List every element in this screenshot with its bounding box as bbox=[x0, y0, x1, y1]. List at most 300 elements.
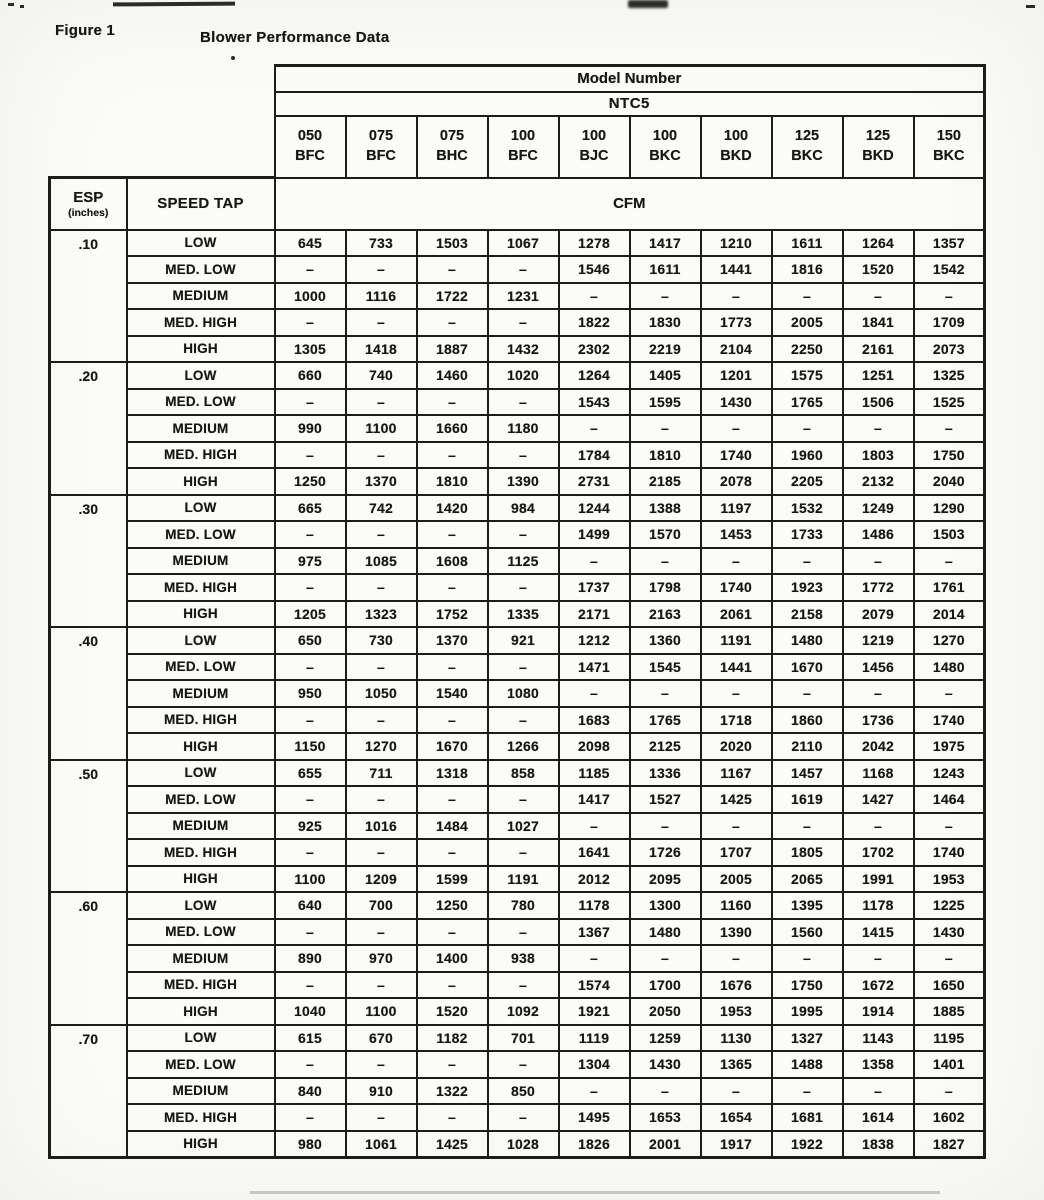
cfm-value: 2005 bbox=[772, 309, 843, 336]
cfm-value: 1335 bbox=[488, 601, 559, 628]
cfm-value: 1722 bbox=[417, 283, 488, 310]
cfm-value: 858 bbox=[488, 760, 559, 787]
cfm-value: 2095 bbox=[630, 866, 701, 893]
cfm-value-empty: – bbox=[914, 945, 985, 972]
speed-tap-label: MED. LOW bbox=[127, 1051, 275, 1078]
cfm-value: 984 bbox=[488, 495, 559, 522]
cfm-value: 2104 bbox=[701, 336, 772, 363]
speed-tap-label: HIGH bbox=[127, 336, 275, 363]
cfm-value-empty: – bbox=[417, 1104, 488, 1131]
cfm-value-empty: – bbox=[346, 707, 417, 734]
cfm-value: 2061 bbox=[701, 601, 772, 628]
cfm-value-empty: – bbox=[630, 1078, 701, 1105]
cfm-value: 1441 bbox=[701, 256, 772, 283]
cfm-value: 1327 bbox=[772, 1025, 843, 1052]
cfm-value-empty: – bbox=[346, 1051, 417, 1078]
cfm-value: 1270 bbox=[346, 733, 417, 760]
cfm-value: 1325 bbox=[914, 362, 985, 389]
cfm-value: 2020 bbox=[701, 733, 772, 760]
cfm-value-empty: – bbox=[488, 574, 559, 601]
cfm-value-empty: – bbox=[701, 945, 772, 972]
cfm-value: 1480 bbox=[630, 919, 701, 946]
cfm-value: 1244 bbox=[559, 495, 630, 522]
cfm-value: 1765 bbox=[772, 389, 843, 416]
cfm-value: 938 bbox=[488, 945, 559, 972]
cfm-value: 1653 bbox=[630, 1104, 701, 1131]
cfm-value-empty: – bbox=[488, 309, 559, 336]
cfm-value-empty: – bbox=[559, 548, 630, 575]
cfm-value-empty: – bbox=[488, 1051, 559, 1078]
cfm-value: 1805 bbox=[772, 839, 843, 866]
cfm-value: 1290 bbox=[914, 495, 985, 522]
cfm-value: 1425 bbox=[417, 1131, 488, 1158]
cfm-value: 665 bbox=[275, 495, 346, 522]
cfm-value: 1143 bbox=[843, 1025, 914, 1052]
cfm-value: 1209 bbox=[346, 866, 417, 893]
cfm-value-empty: – bbox=[275, 574, 346, 601]
cfm-value: 2040 bbox=[914, 468, 985, 495]
row-esp10-low bbox=[50, 230, 985, 257]
cfm-value: 1185 bbox=[559, 760, 630, 787]
cfm-value: 1178 bbox=[559, 892, 630, 919]
cfm-value-empty: – bbox=[772, 945, 843, 972]
cfm-value: 1736 bbox=[843, 707, 914, 734]
cfm-value: 1914 bbox=[843, 998, 914, 1025]
cfm-value-empty: – bbox=[346, 574, 417, 601]
speed-tap-label: MED. HIGH bbox=[127, 839, 275, 866]
cfm-value: 1264 bbox=[559, 362, 630, 389]
row-esp20-low bbox=[50, 362, 985, 389]
cfm-value: 1798 bbox=[630, 574, 701, 601]
cfm-value: 1420 bbox=[417, 495, 488, 522]
cfm-value: 1650 bbox=[914, 972, 985, 999]
model-number-row bbox=[50, 66, 985, 92]
cfm-value: 1532 bbox=[772, 495, 843, 522]
esp-header bbox=[50, 178, 127, 230]
figure-label: Figure 1 bbox=[55, 22, 115, 39]
row-esp70-low bbox=[50, 1025, 985, 1052]
cfm-value-empty: – bbox=[275, 389, 346, 416]
cfm-value-empty: – bbox=[772, 1078, 843, 1105]
speed-tap-label: MEDIUM bbox=[127, 813, 275, 840]
cfm-value: 2731 bbox=[559, 468, 630, 495]
speed-tap-label: MEDIUM bbox=[127, 283, 275, 310]
cfm-value: 1480 bbox=[914, 654, 985, 681]
model-number-header: Model Number bbox=[275, 66, 985, 92]
cfm-value: 1599 bbox=[417, 866, 488, 893]
cfm-value: 1460 bbox=[417, 362, 488, 389]
cfm-value-empty: – bbox=[275, 442, 346, 469]
cfm-value-empty: – bbox=[346, 839, 417, 866]
cfm-value-empty: – bbox=[843, 415, 914, 442]
row-esp40-high bbox=[50, 733, 985, 760]
row-esp50-low bbox=[50, 760, 985, 787]
cfm-value: 1160 bbox=[701, 892, 772, 919]
speed-tap-label: MED. HIGH bbox=[127, 707, 275, 734]
row-esp10-med-high bbox=[50, 309, 985, 336]
cfm-value: 1641 bbox=[559, 839, 630, 866]
cfm-value: 1841 bbox=[843, 309, 914, 336]
cfm-value-empty: – bbox=[417, 786, 488, 813]
cfm-value-empty: – bbox=[701, 415, 772, 442]
scan-artifact bbox=[113, 2, 235, 7]
cfm-value: 1304 bbox=[559, 1051, 630, 1078]
speed-tap-label: MED. LOW bbox=[127, 521, 275, 548]
cfm-value-empty: – bbox=[417, 442, 488, 469]
cfm-value: 2125 bbox=[630, 733, 701, 760]
cfm-value-empty: – bbox=[559, 283, 630, 310]
esp-value: .30 bbox=[50, 495, 127, 628]
cfm-value-empty: – bbox=[417, 919, 488, 946]
row-esp40-medium bbox=[50, 680, 985, 707]
cfm-value: 1595 bbox=[630, 389, 701, 416]
speed-tap-label: LOW bbox=[127, 1025, 275, 1052]
cfm-value: 1201 bbox=[701, 362, 772, 389]
speed-tap-label: MED. HIGH bbox=[127, 972, 275, 999]
cfm-value-empty: – bbox=[559, 813, 630, 840]
cfm-value: 1085 bbox=[346, 548, 417, 575]
cfm-value: 1180 bbox=[488, 415, 559, 442]
cfm-value-empty: – bbox=[914, 680, 985, 707]
cfm-value: 1358 bbox=[843, 1051, 914, 1078]
cfm-value: 1471 bbox=[559, 654, 630, 681]
cfm-value: 2132 bbox=[843, 468, 914, 495]
cfm-value-empty: – bbox=[488, 786, 559, 813]
cfm-value-empty: – bbox=[488, 256, 559, 283]
cfm-value: 1357 bbox=[914, 230, 985, 257]
cfm-value-empty: – bbox=[417, 839, 488, 866]
speed-tap-label: MED. HIGH bbox=[127, 574, 275, 601]
speed-tap-label: HIGH bbox=[127, 601, 275, 628]
cfm-value: 2171 bbox=[559, 601, 630, 628]
cfm-value: 1249 bbox=[843, 495, 914, 522]
cfm-value-empty: – bbox=[275, 786, 346, 813]
column-header-row bbox=[50, 178, 985, 230]
cfm-value: 1772 bbox=[843, 574, 914, 601]
cfm-value: 1570 bbox=[630, 521, 701, 548]
cfm-value-empty: – bbox=[843, 680, 914, 707]
cfm-value: 1611 bbox=[772, 230, 843, 257]
figure-title: Blower Performance Data bbox=[200, 29, 390, 46]
model-header-100-bkd: 100 BKD bbox=[701, 116, 772, 178]
cfm-value: 2001 bbox=[630, 1131, 701, 1158]
cfm-value: 1545 bbox=[630, 654, 701, 681]
cfm-value: 1960 bbox=[772, 442, 843, 469]
cfm-value: 1178 bbox=[843, 892, 914, 919]
cfm-value: 740 bbox=[346, 362, 417, 389]
cfm-value: 1520 bbox=[417, 998, 488, 1025]
speed-tap-label: MED. LOW bbox=[127, 389, 275, 416]
cfm-value: 1486 bbox=[843, 521, 914, 548]
cfm-value: 1370 bbox=[417, 627, 488, 654]
row-esp70-high bbox=[50, 1131, 985, 1158]
cfm-value: 1575 bbox=[772, 362, 843, 389]
speed-tap-label: LOW bbox=[127, 627, 275, 654]
speed-tap-label: HIGH bbox=[127, 866, 275, 893]
cfm-value-empty: – bbox=[346, 786, 417, 813]
cfm-value: 1750 bbox=[772, 972, 843, 999]
cfm-value: 1709 bbox=[914, 309, 985, 336]
cfm-value: 742 bbox=[346, 495, 417, 522]
cfm-value: 1116 bbox=[346, 283, 417, 310]
cfm-value: 1922 bbox=[772, 1131, 843, 1158]
cfm-value: 1480 bbox=[772, 627, 843, 654]
cfm-value-empty: – bbox=[346, 654, 417, 681]
cfm-value: 1822 bbox=[559, 309, 630, 336]
cfm-value: 670 bbox=[346, 1025, 417, 1052]
cfm-value-empty: – bbox=[772, 415, 843, 442]
speed-tap-label: MED. HIGH bbox=[127, 442, 275, 469]
cfm-value: 1995 bbox=[772, 998, 843, 1025]
cfm-value: 2110 bbox=[772, 733, 843, 760]
cfm-value: 1278 bbox=[559, 230, 630, 257]
cfm-value-empty: – bbox=[843, 945, 914, 972]
cfm-value: 1660 bbox=[417, 415, 488, 442]
cfm-value: 1726 bbox=[630, 839, 701, 866]
cfm-value: 1270 bbox=[914, 627, 985, 654]
cfm-value: 1400 bbox=[417, 945, 488, 972]
row-esp50-med-low bbox=[50, 786, 985, 813]
cfm-value: 1803 bbox=[843, 442, 914, 469]
cfm-value: 1028 bbox=[488, 1131, 559, 1158]
cfm-value: 1503 bbox=[914, 521, 985, 548]
speed-tap-label: MED. LOW bbox=[127, 786, 275, 813]
cfm-value-empty: – bbox=[346, 919, 417, 946]
cfm-value-empty: – bbox=[275, 654, 346, 681]
cfm-value: 1740 bbox=[914, 707, 985, 734]
cfm-value: 1953 bbox=[701, 998, 772, 1025]
cfm-value: 1415 bbox=[843, 919, 914, 946]
cfm-value: 1885 bbox=[914, 998, 985, 1025]
cfm-value: 1100 bbox=[275, 866, 346, 893]
speed-tap-label: HIGH bbox=[127, 1131, 275, 1158]
cfm-value: 980 bbox=[275, 1131, 346, 1158]
cfm-value: 2073 bbox=[914, 336, 985, 363]
cfm-value: 1540 bbox=[417, 680, 488, 707]
cfm-value: 1654 bbox=[701, 1104, 772, 1131]
cfm-value: 1336 bbox=[630, 760, 701, 787]
cfm-value: 1737 bbox=[559, 574, 630, 601]
cfm-value-empty: – bbox=[843, 813, 914, 840]
speed-tap-label: MEDIUM bbox=[127, 548, 275, 575]
cfm-value-empty: – bbox=[417, 1051, 488, 1078]
cfm-value-empty: – bbox=[346, 1104, 417, 1131]
cfm-value-empty: – bbox=[488, 707, 559, 734]
cfm-value-empty: – bbox=[488, 1104, 559, 1131]
cfm-value: 1318 bbox=[417, 760, 488, 787]
cfm-value: 1520 bbox=[843, 256, 914, 283]
row-esp50-high bbox=[50, 866, 985, 893]
row-esp70-medium bbox=[50, 1078, 985, 1105]
row-esp60-med-high bbox=[50, 972, 985, 999]
cfm-value-empty: – bbox=[914, 283, 985, 310]
cfm-value: 1975 bbox=[914, 733, 985, 760]
cfm-value-empty: – bbox=[275, 309, 346, 336]
cfm-value: 1676 bbox=[701, 972, 772, 999]
cfm-value-empty: – bbox=[275, 707, 346, 734]
cfm-value: 1425 bbox=[701, 786, 772, 813]
cfm-value: 2065 bbox=[772, 866, 843, 893]
cfm-value: 1195 bbox=[914, 1025, 985, 1052]
cfm-value: 1619 bbox=[772, 786, 843, 813]
cfm-value: 650 bbox=[275, 627, 346, 654]
cfm-value: 1923 bbox=[772, 574, 843, 601]
cfm-value: 1323 bbox=[346, 601, 417, 628]
cfm-value: 711 bbox=[346, 760, 417, 787]
cfm-value: 890 bbox=[275, 945, 346, 972]
cfm-value-empty: – bbox=[346, 972, 417, 999]
cfm-value: 615 bbox=[275, 1025, 346, 1052]
cfm-value: 1527 bbox=[630, 786, 701, 813]
cfm-value: 2014 bbox=[914, 601, 985, 628]
speed-tap-label: LOW bbox=[127, 495, 275, 522]
row-esp70-med-low bbox=[50, 1051, 985, 1078]
cfm-value-empty: – bbox=[275, 521, 346, 548]
cfm-value: 1441 bbox=[701, 654, 772, 681]
speed-tap-label: MEDIUM bbox=[127, 415, 275, 442]
cfm-value: 730 bbox=[346, 627, 417, 654]
row-esp40-med-low bbox=[50, 654, 985, 681]
cfm-value: 1027 bbox=[488, 813, 559, 840]
cfm-value-empty: – bbox=[275, 1104, 346, 1131]
cfm-value: 1810 bbox=[417, 468, 488, 495]
cfm-value: 2219 bbox=[630, 336, 701, 363]
cfm-value: 1614 bbox=[843, 1104, 914, 1131]
row-esp30-medium bbox=[50, 548, 985, 575]
cfm-value: 1061 bbox=[346, 1131, 417, 1158]
cfm-value: 1827 bbox=[914, 1131, 985, 1158]
cfm-value: 1390 bbox=[701, 919, 772, 946]
cfm-value: 1418 bbox=[346, 336, 417, 363]
cfm-value: 1506 bbox=[843, 389, 914, 416]
row-esp60-high bbox=[50, 998, 985, 1025]
cfm-value: 1182 bbox=[417, 1025, 488, 1052]
cfm-value: 1427 bbox=[843, 786, 914, 813]
cfm-value: 1525 bbox=[914, 389, 985, 416]
cfm-value: 1367 bbox=[559, 919, 630, 946]
cfm-value-empty: – bbox=[346, 442, 417, 469]
row-esp20-medium bbox=[50, 415, 985, 442]
speed-tap-label: MED. LOW bbox=[127, 256, 275, 283]
blower-performance-table bbox=[48, 64, 986, 1159]
cfm-value: 1432 bbox=[488, 336, 559, 363]
row-esp70-med-high bbox=[50, 1104, 985, 1131]
cfm-value-empty: – bbox=[914, 1078, 985, 1105]
cfm-value: 1250 bbox=[417, 892, 488, 919]
cfm-value: 1499 bbox=[559, 521, 630, 548]
cfm-value: 1826 bbox=[559, 1131, 630, 1158]
cfm-value: 1259 bbox=[630, 1025, 701, 1052]
cfm-value: 1683 bbox=[559, 707, 630, 734]
cfm-value: 921 bbox=[488, 627, 559, 654]
cfm-value: 1917 bbox=[701, 1131, 772, 1158]
cfm-value: 640 bbox=[275, 892, 346, 919]
model-header-075-bfc: 075 BFC bbox=[346, 116, 417, 178]
cfm-value-empty: – bbox=[914, 548, 985, 575]
cfm-value: 1838 bbox=[843, 1131, 914, 1158]
cfm-value-empty: – bbox=[843, 548, 914, 575]
cfm-value-empty: – bbox=[417, 707, 488, 734]
cfm-value: 1322 bbox=[417, 1078, 488, 1105]
cfm-value-empty: – bbox=[346, 309, 417, 336]
cfm-value: 780 bbox=[488, 892, 559, 919]
cfm-value-empty: – bbox=[346, 256, 417, 283]
cfm-value: 1430 bbox=[914, 919, 985, 946]
cfm-value-empty: – bbox=[275, 1051, 346, 1078]
cfm-value: 1702 bbox=[843, 839, 914, 866]
cfm-value-empty: – bbox=[488, 654, 559, 681]
speed-tap-label: LOW bbox=[127, 892, 275, 919]
row-esp50-med-high bbox=[50, 839, 985, 866]
cfm-value: 2250 bbox=[772, 336, 843, 363]
model-header-050-bfc: 050 BFC bbox=[275, 116, 346, 178]
cfm-value: 1417 bbox=[630, 230, 701, 257]
cfm-value: 2158 bbox=[772, 601, 843, 628]
cfm-value: 1250 bbox=[275, 468, 346, 495]
cfm-value-empty: – bbox=[914, 813, 985, 840]
cfm-value-empty: – bbox=[488, 442, 559, 469]
cfm-value: 1453 bbox=[701, 521, 772, 548]
scan-artifact bbox=[20, 5, 24, 8]
cfm-value-empty: – bbox=[417, 972, 488, 999]
cfm-value: 1168 bbox=[843, 760, 914, 787]
cfm-value: 1718 bbox=[701, 707, 772, 734]
cfm-value: 1740 bbox=[914, 839, 985, 866]
cfm-value: 660 bbox=[275, 362, 346, 389]
row-esp40-med-high bbox=[50, 707, 985, 734]
cfm-value: 1210 bbox=[701, 230, 772, 257]
cfm-value: 1300 bbox=[630, 892, 701, 919]
cfm-value: 1205 bbox=[275, 601, 346, 628]
cfm-value: 1761 bbox=[914, 574, 985, 601]
cfm-value: 1000 bbox=[275, 283, 346, 310]
cfm-value: 733 bbox=[346, 230, 417, 257]
speed-tap-label: MED. HIGH bbox=[127, 309, 275, 336]
cfm-value: 1707 bbox=[701, 839, 772, 866]
row-esp10-medium bbox=[50, 283, 985, 310]
cfm-value: 1740 bbox=[701, 442, 772, 469]
speed-tap-label: LOW bbox=[127, 760, 275, 787]
cfm-value-empty: – bbox=[417, 654, 488, 681]
cfm-value: 1219 bbox=[843, 627, 914, 654]
cfm-value-empty: – bbox=[772, 548, 843, 575]
cfm-value: 1417 bbox=[559, 786, 630, 813]
cfm-value: 1574 bbox=[559, 972, 630, 999]
cfm-value: 1816 bbox=[772, 256, 843, 283]
cfm-value: 1191 bbox=[488, 866, 559, 893]
cfm-value-empty: – bbox=[701, 548, 772, 575]
esp-value: .10 bbox=[50, 230, 127, 363]
cfm-value: 1608 bbox=[417, 548, 488, 575]
cfm-value-empty: – bbox=[701, 813, 772, 840]
cfm-value: 1750 bbox=[914, 442, 985, 469]
cfm-value-empty: – bbox=[417, 256, 488, 283]
cfm-value: 645 bbox=[275, 230, 346, 257]
esp-value: .70 bbox=[50, 1025, 127, 1158]
series-header: NTC5 bbox=[275, 92, 985, 116]
row-esp40-low bbox=[50, 627, 985, 654]
cfm-value: 1401 bbox=[914, 1051, 985, 1078]
cfm-value: 925 bbox=[275, 813, 346, 840]
cfm-value: 1887 bbox=[417, 336, 488, 363]
speed-tap-label: MED. LOW bbox=[127, 654, 275, 681]
cfm-value: 975 bbox=[275, 548, 346, 575]
cfm-value: 1740 bbox=[701, 574, 772, 601]
speed-tap-label: MED. LOW bbox=[127, 919, 275, 946]
cfm-value-empty: – bbox=[843, 283, 914, 310]
cfm-value: 1810 bbox=[630, 442, 701, 469]
cfm-value: 700 bbox=[346, 892, 417, 919]
